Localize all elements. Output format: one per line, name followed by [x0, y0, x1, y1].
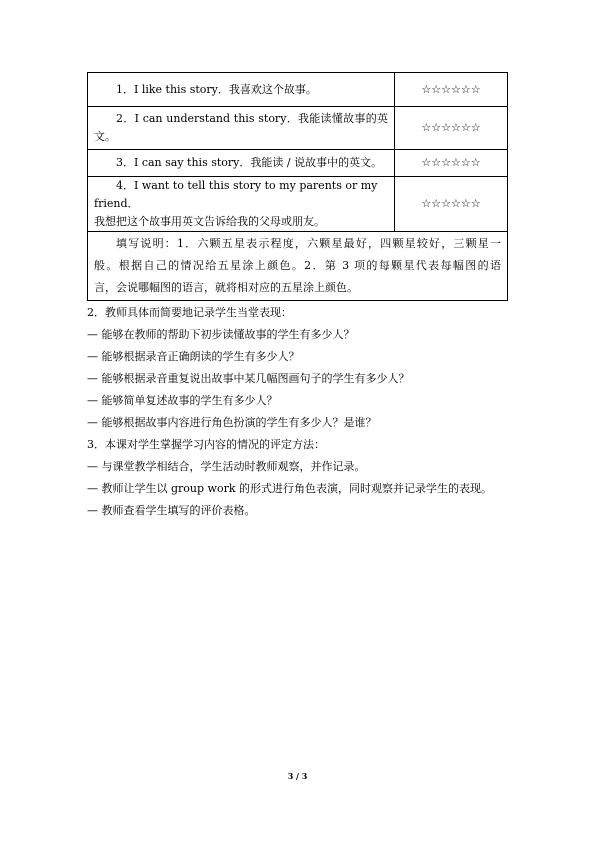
criterion-text-line1: 2．I can understand this story．我能读懂故事的英	[116, 112, 388, 125]
criterion-text-line2: 我想把这个故事用英文告诉给我的父母或朋友。	[94, 215, 325, 228]
rating-stars: ☆☆☆☆☆☆	[395, 150, 508, 177]
rating-stars: ☆☆☆☆☆☆	[395, 73, 508, 107]
list-item: — 能够根据故事内容进行角色扮演的学生有多少人？是谁？	[87, 416, 377, 429]
table-row	[88, 150, 508, 177]
instructions-line2: 般。根据自己的情况给五星涂上颜色。2．第 3 项的每颗星代表每幅图的语	[94, 259, 501, 272]
instructions-cell	[88, 232, 508, 301]
criterion-text: 3．I can say this story．我能读 / 说故事中的英文。	[116, 156, 383, 169]
criterion-cell	[88, 150, 395, 177]
rating-stars: ☆☆☆☆☆☆	[395, 177, 508, 232]
list-item: — 教师查看学生填写的评价表格。	[87, 504, 256, 517]
criterion-text: 1．I like this story．我喜欢这个故事。	[116, 82, 317, 96]
list-item: — 能够简单复述故事的学生有多少人？	[87, 394, 278, 407]
criterion-cell	[88, 73, 395, 107]
list-item: — 能够根据录音正确朗读的学生有多少人？	[87, 350, 300, 363]
instructions-line1: 填写说明：1．六颗五星表示程度，六颗星最好，四颗星较好，三颗星一	[116, 237, 501, 250]
criterion-cell	[88, 177, 395, 232]
criterion-cell	[88, 107, 395, 150]
section-heading: 2．教师具体而简要地记录学生当堂表现：	[87, 306, 292, 319]
list-item: — 教师让学生以 group work 的形式进行角色表演，同时观察并记录学生的表现。	[87, 482, 492, 495]
table-row	[88, 232, 508, 301]
list-item: — 能够在教师的帮助下初步读懂故事的学生有多少人？	[87, 328, 355, 341]
rating-stars: ☆☆☆☆☆☆	[395, 107, 508, 150]
assessment-notes	[87, 302, 517, 522]
criterion-text-line1: 4．I want to tell this story to my parents or my friend．	[94, 179, 378, 210]
page-number: 3 / 3	[287, 771, 308, 781]
list-item: — 与课堂教学相结合，学生活动时教师观察，并作记录。	[87, 460, 366, 473]
criterion-text-line2: 文。	[94, 130, 116, 143]
instructions-line3: 言，会说哪幅图的语言，就将相对应的五星涂上颜色。	[94, 281, 358, 294]
table-row	[88, 73, 508, 107]
evaluation-table	[87, 72, 508, 301]
table-row	[88, 107, 508, 150]
table-row	[88, 177, 508, 232]
list-item: — 能够根据录音重复说出故事中某几幅图画句子的学生有多少人？	[87, 372, 410, 385]
section-heading: 3．本课对学生掌握学习内容的情况的评定方法：	[87, 438, 325, 451]
